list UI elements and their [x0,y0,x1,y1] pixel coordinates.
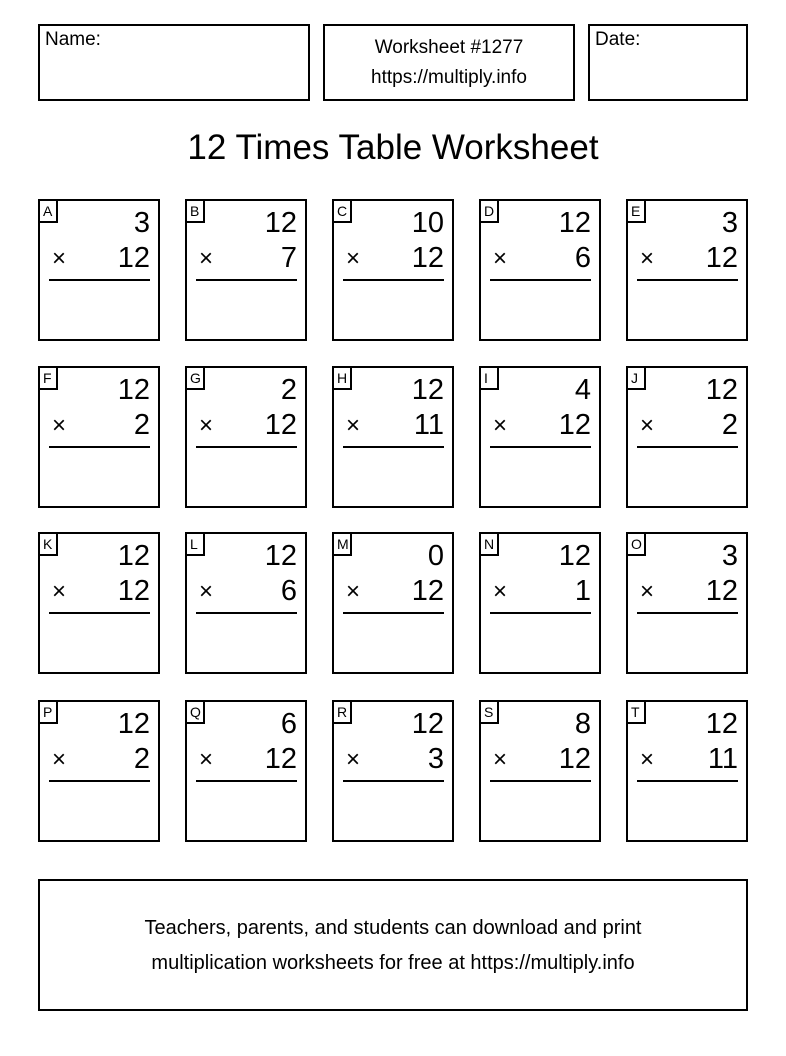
problem-card [626,366,748,508]
problem-card [332,199,454,341]
problem-letter: F [38,366,58,390]
problem-card [38,366,160,508]
multiplicand: 2 [280,374,297,406]
problem-letter: T [626,700,646,724]
problem-card [626,532,748,674]
multiplier: 12 [558,743,591,775]
answer-line [343,279,444,281]
multiplier: 6 [280,575,297,607]
multiplier: 12 [411,242,444,274]
problem-card [185,700,307,842]
problem-card [185,199,307,341]
times-sign: × [199,578,214,605]
answer-line [196,446,297,448]
worksheet-url: https://multiply.info [371,67,527,88]
multiplier: 12 [264,743,297,775]
multiplicand: 3 [721,540,738,572]
name-label: Name: [45,29,101,50]
multiplier: 12 [411,575,444,607]
problem-letter: G [185,366,205,390]
answer-line [196,612,297,614]
problem-letter: H [332,366,352,390]
answer-line [637,780,738,782]
answer-line [49,279,150,281]
problem-card [332,532,454,674]
multiplicand: 12 [558,207,591,239]
footer-line-2: multiplication worksheets for free at https://multiply.info [151,952,635,974]
problem-card [479,199,601,341]
problem-letter: E [626,199,646,223]
multiplier: 2 [133,743,150,775]
problem-letter: P [38,700,58,724]
multiplier: 3 [427,743,444,775]
multiplicand: 10 [411,207,444,239]
multiplier: 12 [705,242,738,274]
multiplier: 12 [705,575,738,607]
worksheet-info-box [323,24,575,101]
problem-letter: I [479,366,499,390]
times-sign: × [199,412,214,439]
problem-letter: Q [185,700,205,724]
answer-line [490,279,591,281]
problem-letter: M [332,532,352,556]
problem-card [479,366,601,508]
multiplicand: 4 [574,374,591,406]
multiplicand: 12 [117,540,150,572]
problem-letter: O [626,532,646,556]
multiplicand: 3 [721,207,738,239]
problem-letter: B [185,199,205,223]
times-sign: × [640,412,655,439]
problem-card [38,532,160,674]
times-sign: × [346,412,361,439]
answer-line [343,446,444,448]
times-sign: × [52,245,67,272]
multiplicand: 6 [280,708,297,740]
answer-line [490,446,591,448]
problem-letter: S [479,700,499,724]
times-sign: × [52,746,67,773]
times-sign: × [52,578,67,605]
problem-letter: C [332,199,352,223]
answer-line [637,279,738,281]
answer-line [49,612,150,614]
problem-letter: N [479,532,499,556]
worksheet-number: Worksheet #1277 [374,37,524,58]
problem-card [626,199,748,341]
multiplicand: 12 [705,374,738,406]
multiplicand: 8 [574,708,591,740]
problem-card [332,366,454,508]
multiplier: 6 [574,242,591,274]
problem-letter: R [332,700,352,724]
times-sign: × [493,746,508,773]
multiplicand: 12 [117,708,150,740]
problem-letter: D [479,199,499,223]
multiplier: 2 [721,409,738,441]
times-sign: × [346,245,361,272]
multiplier: 12 [558,409,591,441]
multiplier: 1 [574,575,591,607]
problem-card [332,700,454,842]
answer-line [490,612,591,614]
problem-card [479,532,601,674]
times-sign: × [640,578,655,605]
multiplicand: 12 [264,207,297,239]
problem-letter: A [38,199,58,223]
name-box [38,24,310,101]
times-sign: × [199,746,214,773]
multiplier: 12 [117,242,150,274]
times-sign: × [493,578,508,605]
multiplicand: 12 [705,708,738,740]
page-title: 12 Times Table Worksheet [187,128,599,167]
answer-line [637,612,738,614]
times-sign: × [199,245,214,272]
times-sign: × [52,412,67,439]
answer-line [343,780,444,782]
multiplicand: 12 [411,374,444,406]
problem-card [38,700,160,842]
multiplier: 7 [280,242,297,274]
multiplicand: 12 [558,540,591,572]
answer-line [637,446,738,448]
footer-line-1: Teachers, parents, and students can download and print [144,917,642,939]
multiplier: 11 [413,409,444,441]
problem-card [38,199,160,341]
answer-line [49,780,150,782]
problem-letter: L [185,532,205,556]
answer-line [196,780,297,782]
multiplicand: 12 [411,708,444,740]
answer-line [343,612,444,614]
date-label: Date: [595,29,641,50]
problem-card [185,532,307,674]
times-sign: × [346,578,361,605]
multiplicand: 12 [117,374,150,406]
answer-line [196,279,297,281]
multiplier: 12 [264,409,297,441]
multiplicand: 12 [264,540,297,572]
multiplicand: 0 [427,540,444,572]
times-sign: × [493,245,508,272]
multiplicand: 3 [133,207,150,239]
times-sign: × [346,746,361,773]
answer-line [49,446,150,448]
footer-box [38,879,748,1011]
problem-card [479,700,601,842]
multiplier: 2 [133,409,150,441]
problem-letter: K [38,532,58,556]
times-sign: × [493,412,508,439]
times-sign: × [640,245,655,272]
multiplier: 11 [707,743,738,775]
answer-line [490,780,591,782]
problem-card [185,366,307,508]
times-sign: × [640,746,655,773]
problem-letter: J [626,366,646,390]
multiplier: 12 [117,575,150,607]
problem-card [626,700,748,842]
date-box [588,24,748,101]
